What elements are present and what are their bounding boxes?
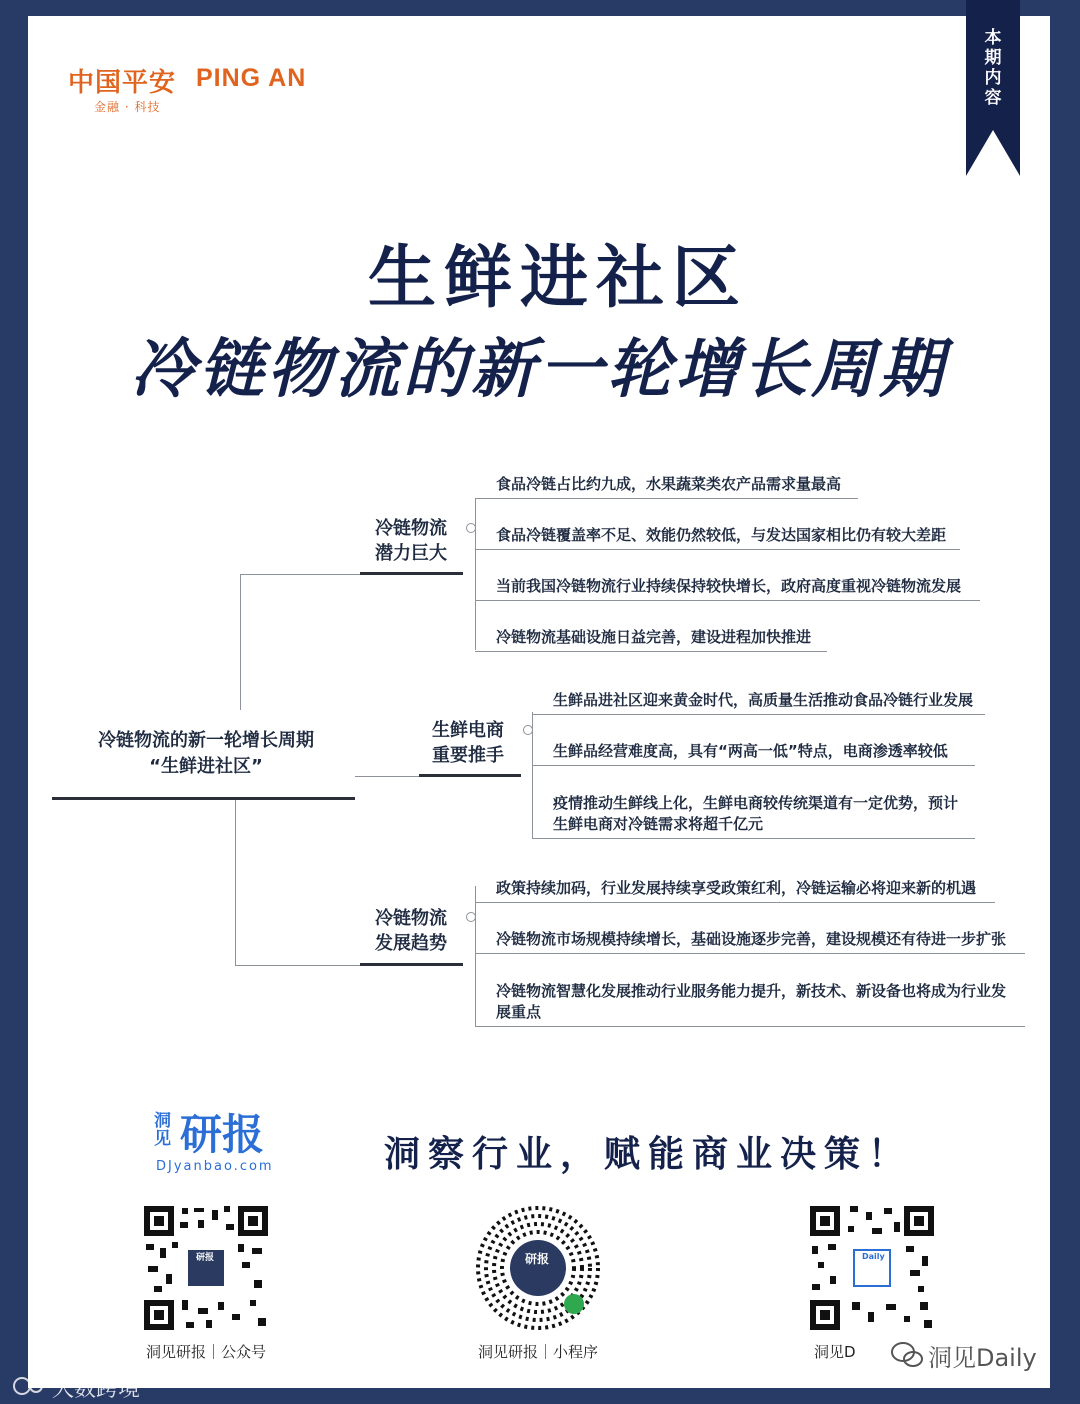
branch-3-line-1: 冷链物流 xyxy=(375,908,447,929)
leaf-underline xyxy=(532,714,985,715)
leaf-underline xyxy=(475,1026,1025,1027)
main-subtitle: 冷链物流的新一轮增长周期 xyxy=(131,333,947,407)
branch-2-line-1: 生鲜电商 xyxy=(432,720,504,741)
watermark-logo-icon xyxy=(10,1372,50,1398)
leaf-underline xyxy=(475,498,858,499)
branch-3-leaf-3: 冷链物流智慧化发展推动行业服务能力提升，新技术、新设备也将成为行业发 xyxy=(496,982,1007,1000)
branch-1-leaf-3: 当前我国冷链物流行业持续保持较快增长，政府高度重视冷链物流发展 xyxy=(496,577,962,595)
branch-3-leaf-1: 政策持续加码，行业发展持续享受政策红利，冷链运输必将迎来新的机遇 xyxy=(496,879,977,897)
branch-1-leaf-2: 食品冷链覆盖率不足、效能仍然较低，与发达国家相比仍有较大差距 xyxy=(496,526,947,544)
branch-3 xyxy=(375,906,447,956)
root-underline xyxy=(52,797,355,800)
connector xyxy=(235,800,236,966)
qr-code-icon[interactable] xyxy=(808,1204,936,1332)
branch-3-underline xyxy=(360,963,463,966)
leaf-underline xyxy=(475,651,827,652)
ribbon-label: 本期内容 xyxy=(984,28,1002,108)
main-title: 生鲜进社区 xyxy=(367,239,748,318)
branch-2-leaf-4: 生鲜电商对冷链需求将超千亿元 xyxy=(553,815,764,833)
slogan: 洞察行业，赋能商业决策！ xyxy=(384,1134,913,1175)
branch-3-line-2: 发展趋势 xyxy=(375,933,447,954)
watermark-right: 洞见Daily xyxy=(928,1344,1037,1372)
branch-1-underline xyxy=(360,572,463,575)
wechat-icon xyxy=(890,1340,924,1370)
pingan-logo-en: PING AN xyxy=(196,64,307,92)
root-line-2: “生鲜进社区” xyxy=(149,756,263,777)
branch-2-bracket xyxy=(532,712,533,838)
branch-2-line-2: 重要推手 xyxy=(432,745,504,766)
mini-program-code-icon[interactable] xyxy=(474,1204,602,1332)
connector xyxy=(240,574,241,710)
branch-1-leaf-4: 冷链物流基础设施日益完善，建设进程加快推进 xyxy=(496,628,812,646)
branch-2-leaf-3: 疫情推动生鲜线上化，生鲜电商较传统渠道有一定优势，预计 xyxy=(553,794,959,812)
djyanbao-url: DJyanbao.com xyxy=(156,1159,274,1174)
leaf-underline xyxy=(475,600,980,601)
poster-page xyxy=(28,16,1050,1388)
djyanbao-logo-big: 研报 xyxy=(180,1110,265,1159)
root-line-1: 冷链物流的新一轮增长周期 xyxy=(98,730,314,751)
branch-1-line-1: 冷链物流 xyxy=(375,518,447,539)
branch-1-bracket xyxy=(475,498,476,650)
branch-1-leaf-1: 食品冷链占比约九成，水果蔬菜类农产品需求量最高 xyxy=(496,475,842,493)
leaf-underline xyxy=(532,838,975,839)
leaf-underline xyxy=(475,549,960,550)
qr-label: 洞见D xyxy=(814,1343,856,1361)
connector xyxy=(355,776,419,777)
branch-1 xyxy=(375,516,447,566)
branch-3-bracket xyxy=(475,886,476,1026)
branch-1-line-2: 潜力巨大 xyxy=(375,543,447,564)
watermark-left: 大数跨境 xyxy=(52,1377,141,1402)
branch-2-leaf-2: 生鲜品经营难度高，具有“两高一低”特点，电商渗透率较低 xyxy=(553,742,948,760)
mini-program-center-text: 研报 xyxy=(525,1252,550,1266)
pingan-logo-cn: 中国平安 xyxy=(68,68,177,98)
leaf-underline xyxy=(475,902,995,903)
qr-code-icon[interactable] xyxy=(142,1204,270,1332)
branch-3-leaf-2: 冷链物流市场规模持续增长，基础设施逐步完善，建设规模还有待进一步扩张 xyxy=(496,930,1007,948)
qr-center-text: Daily xyxy=(862,1252,885,1261)
leaf-underline xyxy=(532,765,975,766)
connector xyxy=(240,574,360,575)
qr-center-text: 研报 xyxy=(196,1253,215,1263)
branch-2-leaf-1: 生鲜品进社区迎来黄金时代，高质量生活推动食品冷链行业发展 xyxy=(553,691,974,709)
leaf-underline xyxy=(475,953,1025,954)
pingan-logo-tagline: 金融 · 科技 xyxy=(94,100,161,114)
branch-3-leaf-4: 展重点 xyxy=(496,1003,542,1021)
qr-label: 洞见研报｜小程序 xyxy=(477,1343,598,1361)
connector xyxy=(235,965,360,966)
djyanbao-logo-small: 洞见 xyxy=(154,1111,171,1149)
mindmap-root xyxy=(56,728,356,780)
branch-2 xyxy=(432,718,504,768)
branch-2-underline xyxy=(419,774,521,777)
qr-label: 洞见研报｜公众号 xyxy=(145,1343,266,1361)
